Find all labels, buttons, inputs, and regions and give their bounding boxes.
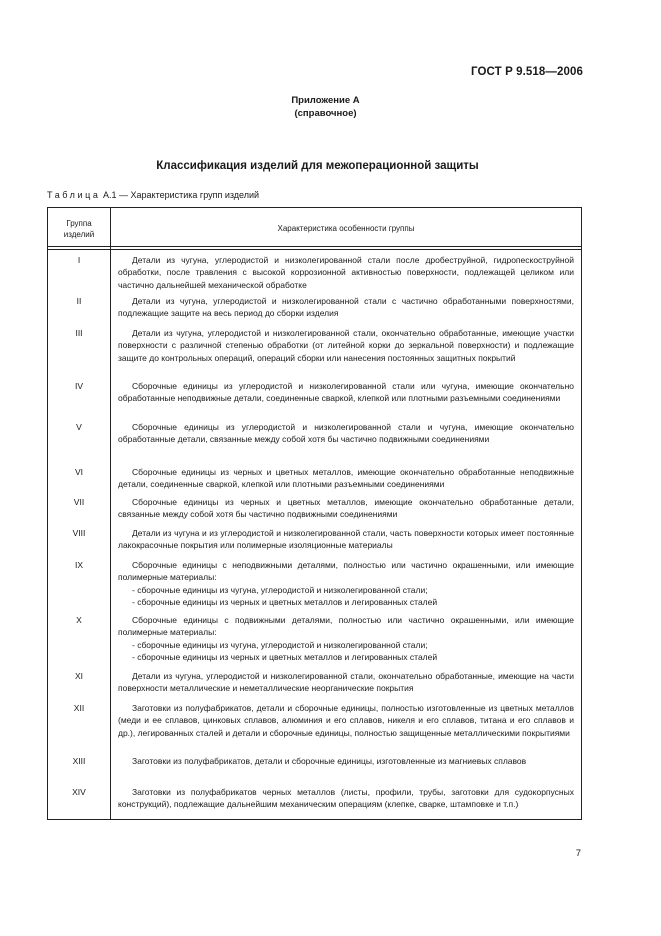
group-number: III [75, 328, 83, 338]
group-description: Детали из чугуна, углеродистой и низколегированной стали, окончательно обработанные, имеющие на части поверхности металлические и неметаллические неорганические покрытия [118, 671, 574, 694]
list-item: - сборочные единицы из черных и цветных металлов и легированных сталей [132, 651, 438, 662]
appendix-title: Приложение А [291, 95, 360, 106]
group-description: Сборочные единицы из черных и цветных металлов, имеющие окончательно обработанные детали, связанные между собой хотя бы частично подвижными соединениями [118, 497, 574, 520]
appendix-subtitle: (справочное) [294, 108, 357, 119]
table-caption [47, 190, 259, 200]
group-number: II [76, 296, 82, 306]
list-item: - сборочные единицы из чугуна, углеродистой и низколегированной стали; [132, 639, 428, 650]
group-number: XII [73, 703, 85, 713]
header-divider-double [48, 249, 581, 250]
group-description: Сборочные единицы с неподвижными деталями, полностью или частично окрашенными, или имеющие полимерные материалы: - сборочные единицы из чугуна, углеродистой и низколегированной стали; - сборочные единицы из черных и цветных металлов и легированных сталей [118, 560, 574, 607]
group-description: Детали из чугуна, углеродистой и низколегированной стали с частично обработанными поверхностями, подлежащие защите на весь период до сборки изделия [118, 296, 574, 319]
group-description: Сборочные единицы из углеродистой и низколегированной стали или чугуна, имеющие окончательно обработанные неподвижные детали, соединенные сваркой, клепкой или плотными разъемными соединениями [118, 381, 574, 404]
group-number: XIV [72, 787, 86, 797]
column-header-group: Группа изделий [63, 219, 95, 239]
group-characteristics-table [47, 207, 582, 820]
group-description: Сборочные единицы из черных и цветных металлов, имеющие окончательно обработанные неподвижные детали, соединенные сваркой, клепкой или плотными разъемными соединениями [118, 467, 574, 490]
group-number: VII [73, 497, 85, 507]
group-number: I [77, 255, 81, 265]
group-number: VIII [72, 528, 86, 538]
group-description: Детали из чугуна и из углеродистой и низколегированной стали, часть поверхности которых имеет постоянные лакокрасочные покрытия или полимерные изоляционные материалы [118, 528, 574, 551]
document-id: ГОСТ Р 9.518—2006 [471, 66, 583, 78]
column-divider [110, 208, 111, 819]
group-description: Детали из чугуна, углеродистой и низколегированной стали, окончательно обработанные, имеющие участки поверхности с различной степенью обработки (от литейной корки до зеркальной поверхности) и подлежащие защите до контрольных операций, операций сборки или нанесения постоянных защитных покрытий [118, 328, 574, 363]
group-description: Заготовки из полуфабрикатов черных металлов (листы, профили, трубы, заготовки для судокорпусных конструкций), подлежащие дальнейшим механическим операциям (клепке, сварке, штамповке и т.п.) [118, 787, 574, 810]
page-number: 7 [575, 848, 581, 859]
header-divider [48, 246, 581, 247]
appendix-heading [0, 94, 661, 120]
group-number: VI [74, 467, 84, 477]
group-number: V [76, 422, 82, 432]
group-number: IX [74, 560, 84, 570]
group-number: IV [74, 381, 84, 391]
group-number: XIII [72, 756, 86, 766]
column-header-characteristic: Характеристика особенности группы [277, 224, 415, 233]
section-title: Классификация изделий для межоперационной защиты [156, 160, 479, 172]
group-description: Заготовки из полуфабрикатов, детали и сборочные единицы, изготовленные из магниевых сплавов [132, 756, 527, 766]
list-item: - сборочные единицы из черных и цветных металлов и легированных сталей [132, 596, 438, 607]
table-caption-text: А.1 — Характеристика групп изделий [100, 190, 260, 200]
group-description: Заготовки из полуфабрикатов, детали и сборочные единицы, полностью изготовленные из цветных металлов (меди и ее сплавов, цинковых сплавов, алюминия и его сплавов, никеля и его сплавов, титана и его сплавов и др.), легированных сталей и детали и сборочные единицы, полностью защищенные металлическими покрытиями [118, 703, 574, 738]
table-caption-label: Таблица [47, 190, 101, 200]
list-item: - сборочные единицы из чугуна, углеродистой и низколегированной стали; [132, 584, 428, 595]
group-description: Детали из чугуна, углеродистой и низколегированной стали после дробеструйной, гидропескоструйной обработки, после травления с высокой коррозионной активностью поверхности, подлежащей целиком или частично дальнейшей механической обработке [118, 255, 574, 290]
group-description: Сборочные единицы с подвижными деталями, полностью или частично окрашенными, или имеющие полимерные материалы: - сборочные единицы из чугуна, углеродистой и низколегированной стали; - сборочные единицы из черных и цветных металлов и легированных сталей [118, 615, 574, 662]
group-number: X [76, 615, 82, 625]
group-number: XI [74, 671, 84, 681]
group-description: Сборочные единицы из углеродистой и низколегированной стали и чугуна, имеющие окончательно обработанные детали, связанные между собой хотя бы частично подвижными соединениями [118, 422, 574, 445]
